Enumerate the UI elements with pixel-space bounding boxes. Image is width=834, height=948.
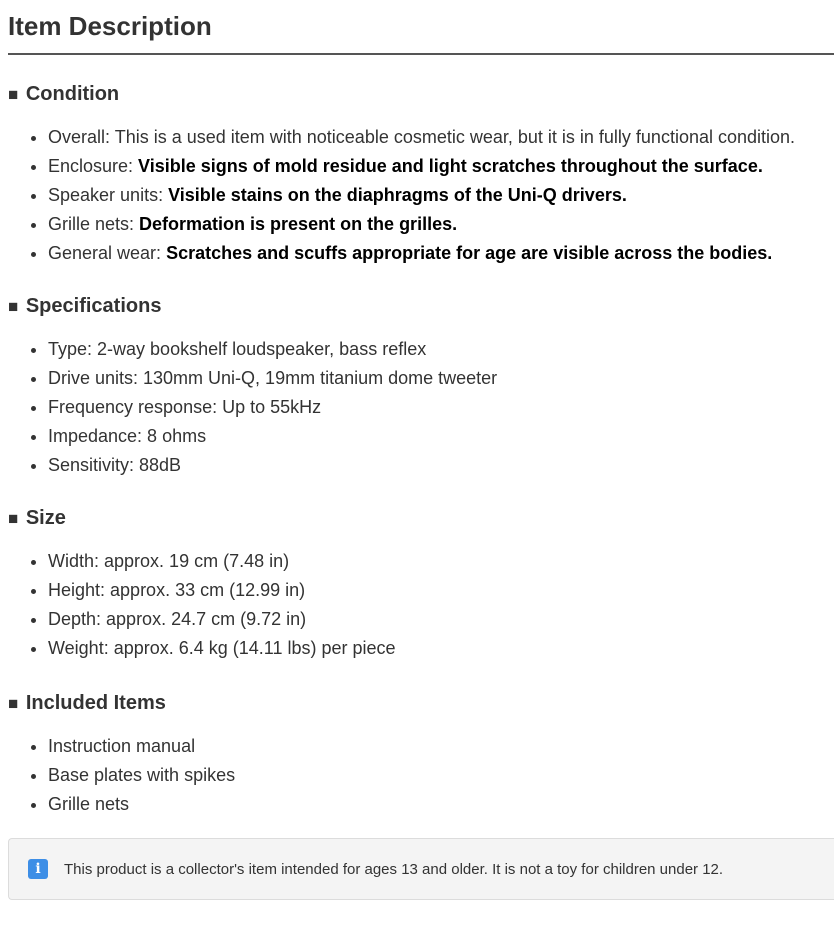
- item-description: [8, 0, 834, 900]
- section-marker-icon: ■: [8, 297, 19, 316]
- section-marker-icon: ■: [8, 509, 19, 528]
- item-value: Visible signs of mold residue and light scratches throughout the surface.: [138, 156, 763, 176]
- list-item: • Grille nets: [48, 790, 834, 819]
- list-item: [48, 123, 834, 152]
- list-item: • Base plates with spikes: [48, 761, 834, 790]
- section-title-specifications: [8, 293, 834, 320]
- section-title-size: [8, 505, 834, 532]
- size-list: [8, 547, 834, 663]
- list-item: • Depth: approx. 24.7 cm (9.72 in): [48, 605, 834, 634]
- list-item: • Type: 2-way bookshelf loudspeaker, bass reflex: [48, 335, 834, 364]
- item-label: Speaker units:: [48, 185, 169, 205]
- list-item: [48, 239, 834, 268]
- page-title: Item Description: [8, 0, 834, 55]
- list-item: • Instruction manual: [48, 732, 834, 761]
- item-label: Enclosure:: [48, 156, 139, 176]
- section-title-label: Included Items: [25, 692, 166, 714]
- section-title-label: Specifications: [25, 295, 162, 317]
- section-marker-icon: ■: [8, 694, 19, 713]
- list-item: [48, 210, 834, 239]
- list-item: [48, 152, 834, 181]
- list-item: • Impedance: 8 ohms: [48, 422, 834, 451]
- item-label: Grille nets:: [48, 214, 140, 234]
- item-value: Visible stains on the diaphragms of the Uni-Q drivers.: [168, 185, 627, 205]
- condition-list: [8, 123, 834, 268]
- section-title-condition: [8, 81, 834, 108]
- included-items-list: [8, 732, 834, 819]
- notice-text: This product is a collector's item intended for ages 13 and older. It is not a toy for children under 12.: [64, 860, 724, 878]
- info-icon: i: [28, 859, 48, 879]
- item-value: This is a used item with noticeable cosmetic wear, but it is in fully functional condition.: [114, 127, 796, 147]
- section-title-label: Condition: [25, 83, 120, 105]
- age-notice: [8, 838, 834, 900]
- list-item: [48, 181, 834, 210]
- item-value: Deformation is present on the grilles.: [139, 214, 458, 234]
- section-marker-icon: ■: [8, 85, 19, 104]
- list-item: • Weight: approx. 6.4 kg (14.11 lbs) per piece: [48, 634, 834, 663]
- list-item: • Frequency response: Up to 55kHz: [48, 393, 834, 422]
- list-item: • Sensitivity: 88dB: [48, 451, 834, 480]
- list-item: • Width: approx. 19 cm (7.48 in): [48, 547, 834, 576]
- section-title-included-items: [8, 690, 834, 717]
- list-item: • Height: approx. 33 cm (12.99 in): [48, 576, 834, 605]
- section-title-label: Size: [25, 507, 66, 529]
- item-value: Scratches and scuffs appropriate for age are visible across the bodies.: [166, 243, 773, 263]
- list-item: • Drive units: 130mm Uni-Q, 19mm titanium dome tweeter: [48, 364, 834, 393]
- item-label: General wear:: [48, 243, 167, 263]
- item-label: Overall:: [48, 127, 115, 147]
- specifications-list: [8, 335, 834, 480]
